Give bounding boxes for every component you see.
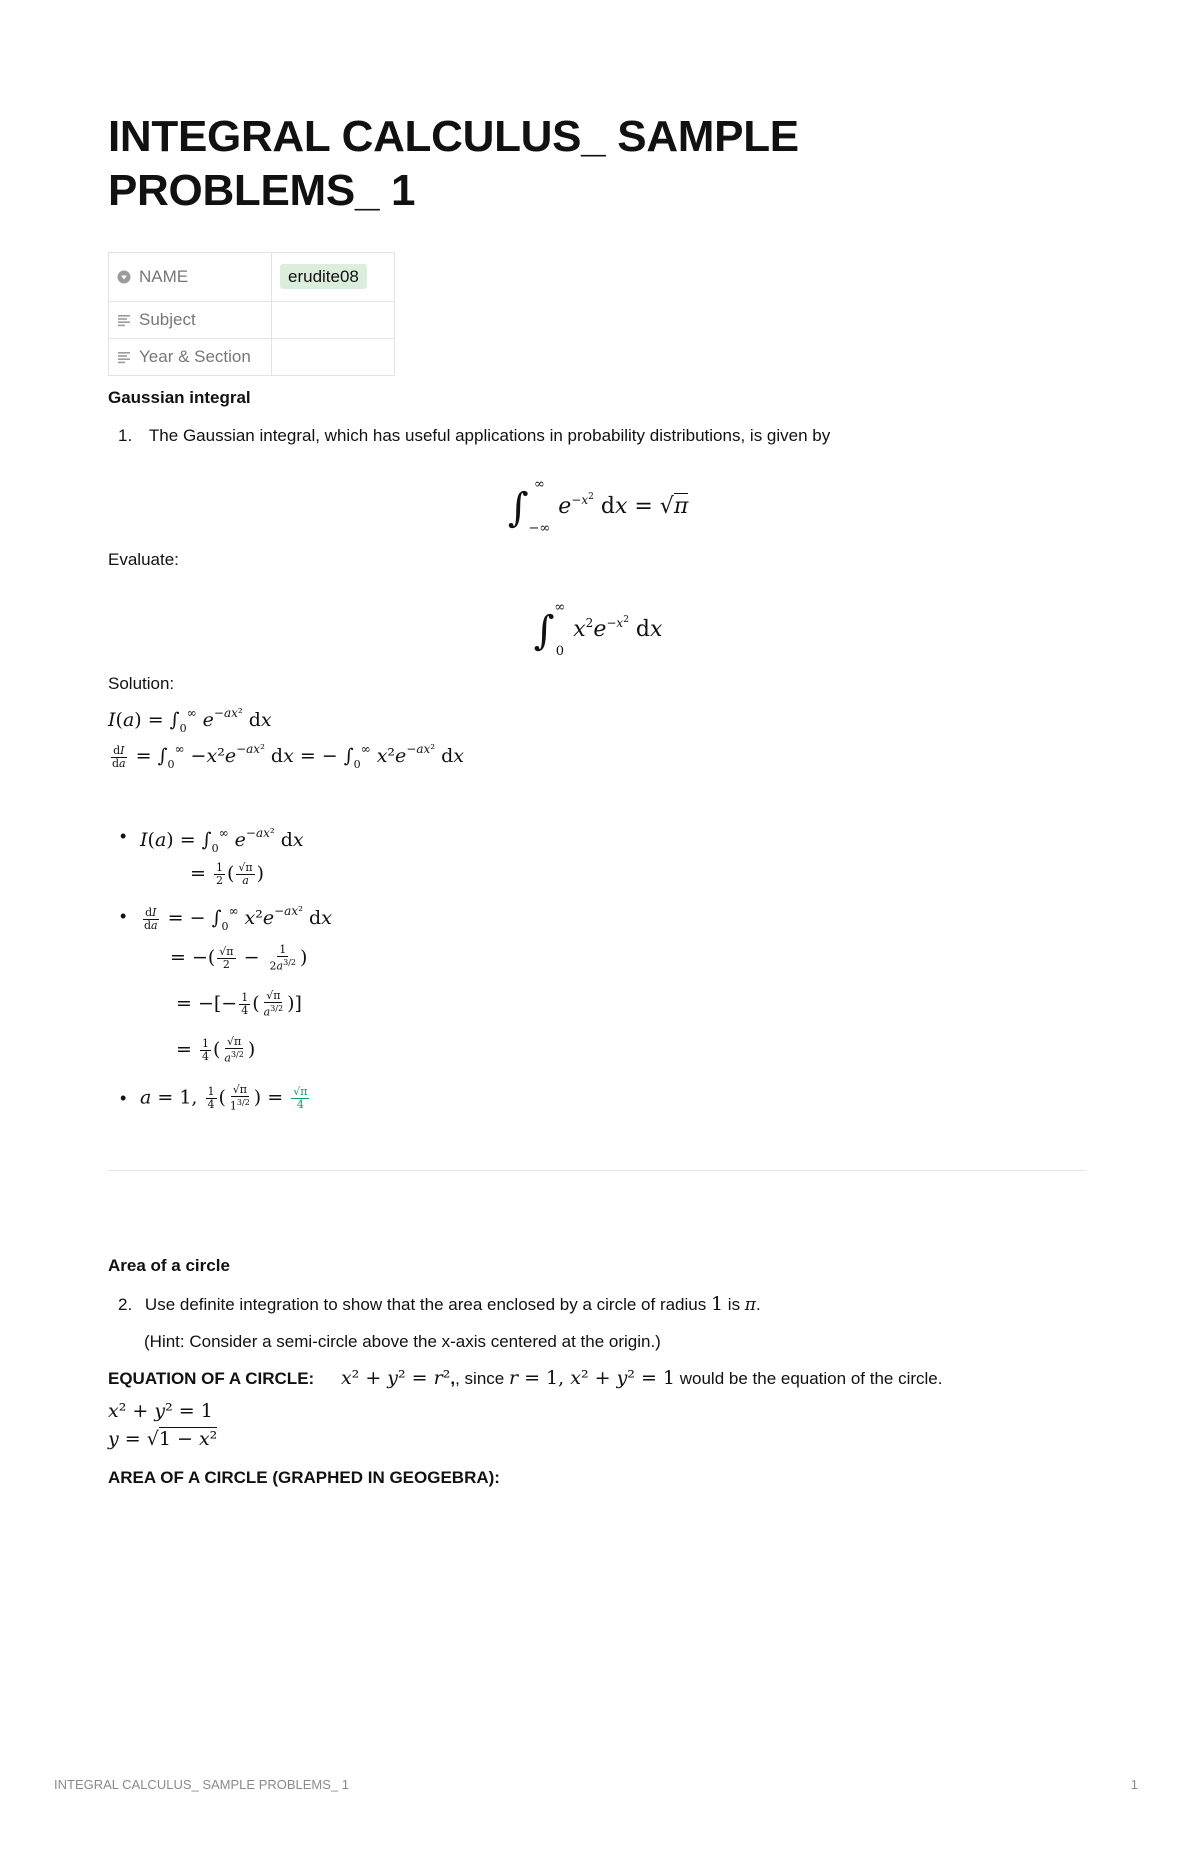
- list-item-text: The Gaussian integral, which has useful applications in probability distributions, is given by: [148, 426, 831, 445]
- equation-gaussian: ∫ ∞ −∞ $e^{-x^2}$ dx = √π: [507, 477, 689, 536]
- circle-equation-line-2: y = √1 − x²: [108, 1428, 218, 1450]
- property-key-name[interactable]: [109, 253, 272, 302]
- page-title: INTEGRAL CALCULUS_ SAMPLE PROBLEMS_ 1: [108, 112, 799, 215]
- footer-title: INTEGRAL CALCULUS_ SAMPLE PROBLEMS_ 1: [54, 1777, 350, 1792]
- derivation-line-6: = $\frac{1}{4}$ ( $\frac{√\pi}{a^{3/2}}$ ): [176, 1035, 256, 1065]
- list-number: 2.: [118, 1295, 133, 1314]
- equation-since: , since: [455, 1369, 509, 1388]
- list-item-text: is: [723, 1295, 745, 1314]
- property-row-subject: [109, 302, 395, 339]
- equation-evaluate: ∫ ∞ 0 $x^2e^{-x^2}$ dx: [533, 600, 663, 659]
- bullet-dot: •: [120, 826, 127, 846]
- property-key-year[interactable]: [109, 339, 272, 376]
- circle-equation-line-1: x² + y² = 1: [108, 1400, 213, 1422]
- property-value-year[interactable]: [272, 339, 395, 376]
- derivation-line-7: a = 1, $\frac{1}{4}$ ( $\frac{√\pi}{1^{3/2}}$ ) = $\frac{√\pi}{4}$: [140, 1083, 308, 1113]
- property-value-name[interactable]: [272, 253, 395, 302]
- property-row-name: [109, 253, 395, 302]
- derivation-line-4: = −( $\frac{√\pi}{2}$ − $\frac{1}{2a^{3/2}}$ ): [170, 943, 308, 973]
- bullet-dot: •: [120, 906, 127, 926]
- property-key-subject[interactable]: [109, 302, 272, 339]
- bullet-dot: •: [120, 1088, 127, 1108]
- list-item-2: [118, 1292, 1078, 1317]
- property-label: Subject: [139, 310, 196, 329]
- equation-of-circle: EQUATION OF A CIRCLE: x² + y² = r²,, since r = 1, x² + y² = 1 would be the equation of the circle.: [108, 1367, 943, 1389]
- property-value-subject[interactable]: [272, 302, 395, 339]
- solution-line-1: $I(a) = \int_0^\infty$ $e^{-ax^2}$ dx: [108, 706, 272, 735]
- derivation-line-5: = −[− $\frac{1}{4}$ ( $\frac{√\pi}{a^{3/2}}$ )]: [176, 989, 302, 1019]
- equation-tail: would be the equation of the circle.: [675, 1369, 943, 1388]
- list-item-text: .: [755, 1295, 761, 1314]
- list-item-text: Use definite integration to show that the area enclosed by a circle of radius: [144, 1295, 711, 1314]
- pi-symbol: π: [744, 1295, 756, 1315]
- text-lines-icon: [117, 350, 131, 364]
- hint-text: (Hint: Consider a semi-circle above the x-axis centered at the origin.): [144, 1332, 661, 1351]
- solution-label: Solution:: [108, 674, 175, 693]
- area-label: AREA OF A CIRCLE (GRAPHED IN GEOGEBRA):: [108, 1468, 500, 1487]
- section-heading-gaussian: Gaussian integral: [108, 388, 251, 407]
- text-lines-icon: [117, 313, 131, 327]
- footer-page-number: 1: [1130, 1777, 1138, 1792]
- name-chip: erudite08: [280, 264, 367, 289]
- derivation-line-1: $I(a) = \int_0^\infty$ $e^{-ax^2}$ dx: [140, 826, 304, 855]
- evaluate-label: Evaluate:: [108, 550, 179, 569]
- divider: [108, 1170, 1086, 1171]
- derivation-line-3: $\frac{dI}{da}$ = − $\int_0^\infty$ $x^2e^{-ax^2}$ dx: [144, 904, 332, 933]
- list-number: 1.: [118, 426, 133, 445]
- property-row-year: [109, 339, 395, 376]
- list-item-1: [118, 424, 1078, 448]
- equation-label: EQUATION OF A CIRCLE:: [108, 1369, 315, 1388]
- derivation-line-2: = $\frac{1}{2}$ ( $\frac{√\pi}{a}$ ): [190, 861, 265, 887]
- page: [108, 0, 1088, 1487]
- solution-line-2: $\frac{dI}{da}$ = $\int_0^\infty -x^2e^{-ax^2}$ dx = − $\int_0^\infty$ $x^2e^{-ax^2}$ dx: [112, 742, 465, 771]
- dropdown-circle-icon: [117, 270, 131, 284]
- radius-value: 1: [710, 1293, 724, 1315]
- section-heading-circle: Area of a circle: [108, 1256, 230, 1275]
- property-label: Year & Section: [139, 347, 251, 366]
- properties-table: [108, 252, 395, 376]
- property-label: NAME: [139, 267, 189, 286]
